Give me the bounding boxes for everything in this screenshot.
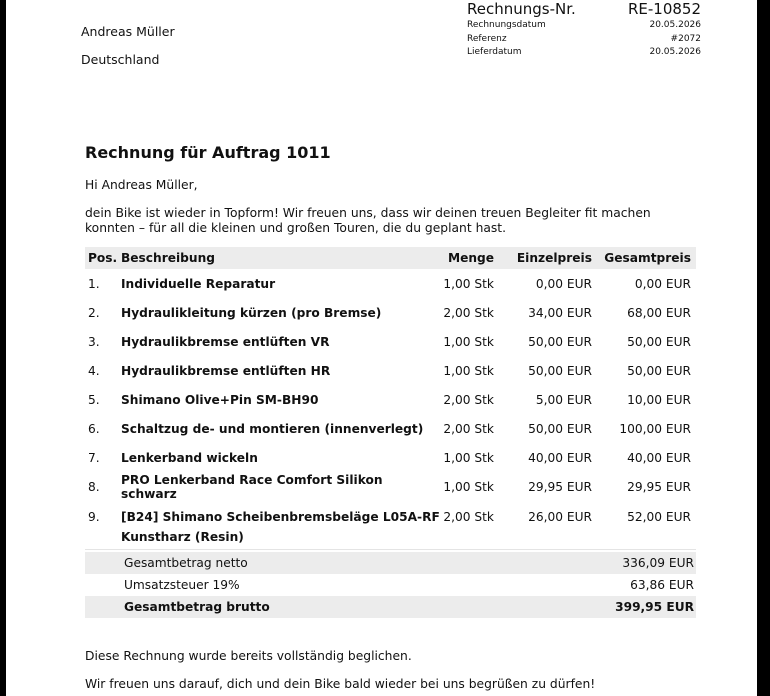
row-pos: 9. bbox=[88, 510, 100, 524]
table-row bbox=[85, 501, 696, 545]
row-total: 50,00 EUR bbox=[627, 363, 691, 378]
row-pos: 2. bbox=[88, 305, 100, 320]
meta-value: 20.05.2026 bbox=[649, 20, 701, 30]
recipient-country: Deutschland bbox=[81, 52, 160, 67]
row-total: 10,00 EUR bbox=[627, 392, 691, 407]
table-row bbox=[85, 414, 696, 443]
table-row bbox=[85, 269, 696, 298]
table-header bbox=[85, 247, 696, 269]
meta-label: Referenz bbox=[467, 33, 507, 44]
meta-label: Lieferdatum bbox=[467, 47, 522, 57]
row-total: 40,00 EUR bbox=[627, 450, 691, 465]
row-pos: 4. bbox=[88, 363, 100, 378]
meta-label: Rechnungsdatum bbox=[467, 20, 546, 30]
row-unit-price: 0,00 EUR bbox=[535, 276, 592, 291]
row-qty: 1,00 Stk bbox=[443, 450, 494, 465]
invoice-number-row bbox=[467, 0, 701, 19]
gross-total-row bbox=[85, 596, 696, 618]
row-qty: 2,00 Stk bbox=[443, 305, 494, 320]
row-pos: 3. bbox=[88, 334, 100, 349]
row-unit-price: 50,00 EUR bbox=[528, 421, 592, 436]
row-unit-price: 34,00 EUR bbox=[528, 305, 592, 320]
invoice-page bbox=[6, 0, 757, 696]
col-pos-header: Pos. bbox=[88, 251, 118, 265]
row-qty: 1,00 Stk bbox=[443, 479, 494, 494]
row-qty: 1,00 Stk bbox=[443, 334, 494, 349]
row-desc: Shimano Olive+Pin SM-BH90 bbox=[121, 392, 319, 407]
net-total-row bbox=[85, 552, 696, 574]
row-total: 0,00 EUR bbox=[634, 276, 691, 291]
row-unit-price: 50,00 EUR bbox=[528, 334, 592, 349]
totals-block bbox=[85, 552, 696, 618]
row-qty: 2,00 Stk bbox=[443, 392, 494, 407]
table-row bbox=[85, 443, 696, 472]
row-qty: 2,00 Stk bbox=[443, 421, 494, 436]
table-row bbox=[85, 385, 696, 414]
row-total: 29,95 EUR bbox=[627, 479, 691, 494]
row-pos: 8. bbox=[88, 479, 100, 494]
col-desc-header: Beschreibung bbox=[121, 251, 215, 265]
tax-label: Umsatzsteuer 19% bbox=[124, 578, 240, 592]
row-desc: PRO Lenkerband Race Comfort Silikon schwarz bbox=[121, 472, 383, 501]
row-pos: 6. bbox=[88, 421, 100, 436]
col-total-header: Gesamtpreis bbox=[604, 251, 691, 265]
tax-value: 63,86 EUR bbox=[630, 578, 694, 592]
invoice-meta bbox=[467, 0, 701, 60]
intro-text: dein Bike ist wieder in Topform! Wir freuen uns, dass wir deinen treuen Begleiter fit machen konnten – für all die kleinen und großen Touren, die du geplant hast. bbox=[85, 206, 651, 235]
row-total: 68,00 EUR bbox=[627, 305, 691, 320]
row-qty: 1,00 Stk bbox=[443, 363, 494, 378]
meta-value: #2072 bbox=[670, 33, 701, 44]
row-desc: [B24] Shimano Scheibenbremsbeläge L05A-RF Kunstharz (Resin) bbox=[121, 510, 440, 544]
invoice-number-label: Rechnungs-Nr. bbox=[467, 0, 576, 18]
net-total-label: Gesamtbetrag netto bbox=[124, 556, 248, 570]
table-row bbox=[85, 472, 696, 501]
row-desc: Hydraulikbremse entlüften HR bbox=[121, 363, 331, 378]
row-desc: Schaltzug de- und montieren (innenverlegt) bbox=[121, 421, 424, 436]
row-unit-price: 40,00 EUR bbox=[528, 450, 592, 465]
gross-total-label: Gesamtbetrag brutto bbox=[124, 600, 270, 614]
net-total-value: 336,09 EUR bbox=[622, 556, 694, 570]
row-qty: 2,00 Stk bbox=[443, 510, 494, 524]
payment-note: Diese Rechnung wurde bereits vollständig beglichen. bbox=[85, 649, 412, 663]
tax-row bbox=[85, 574, 696, 596]
row-desc: Hydraulikleitung kürzen (pro Bremse) bbox=[121, 305, 382, 320]
col-unit-header: Einzelpreis bbox=[516, 251, 592, 265]
row-qty: 1,00 Stk bbox=[443, 276, 494, 291]
col-qty-header: Menge bbox=[447, 251, 494, 265]
row-unit-price: 26,00 EUR bbox=[528, 510, 592, 524]
row-pos: 5. bbox=[88, 392, 100, 407]
row-total: 50,00 EUR bbox=[627, 334, 691, 349]
meta-value: 20.05.2026 bbox=[649, 47, 701, 57]
table-row bbox=[85, 298, 696, 327]
row-unit-price: 50,00 EUR bbox=[528, 363, 592, 378]
totals-divider bbox=[85, 549, 696, 550]
meta-row bbox=[467, 19, 701, 33]
gross-total-value: 399,95 EUR bbox=[615, 600, 694, 614]
table-row bbox=[85, 327, 696, 356]
greeting: Hi Andreas Müller, bbox=[85, 178, 198, 192]
row-total: 52,00 EUR bbox=[627, 510, 691, 524]
meta-row bbox=[467, 33, 701, 47]
row-total: 100,00 EUR bbox=[619, 421, 691, 436]
row-pos: 7. bbox=[88, 450, 100, 465]
recipient-name: Andreas Müller bbox=[81, 24, 175, 39]
thanks-note: Wir freuen uns darauf, dich und dein Bike bald wieder bei uns begrüßen zu dürfen! bbox=[85, 677, 596, 691]
row-unit-price: 5,00 EUR bbox=[535, 392, 592, 407]
row-unit-price: 29,95 EUR bbox=[528, 479, 592, 494]
table-row bbox=[85, 356, 696, 385]
invoice-heading: Rechnung für Auftrag 1011 bbox=[85, 143, 331, 162]
line-items-table bbox=[85, 247, 696, 545]
row-desc: Hydraulikbremse entlüften VR bbox=[121, 334, 330, 349]
row-desc: Individuelle Reparatur bbox=[121, 276, 276, 291]
row-pos: 1. bbox=[88, 276, 100, 291]
invoice-number: RE-10852 bbox=[627, 0, 701, 18]
row-desc: Lenkerband wickeln bbox=[121, 450, 258, 465]
meta-row bbox=[467, 46, 701, 60]
